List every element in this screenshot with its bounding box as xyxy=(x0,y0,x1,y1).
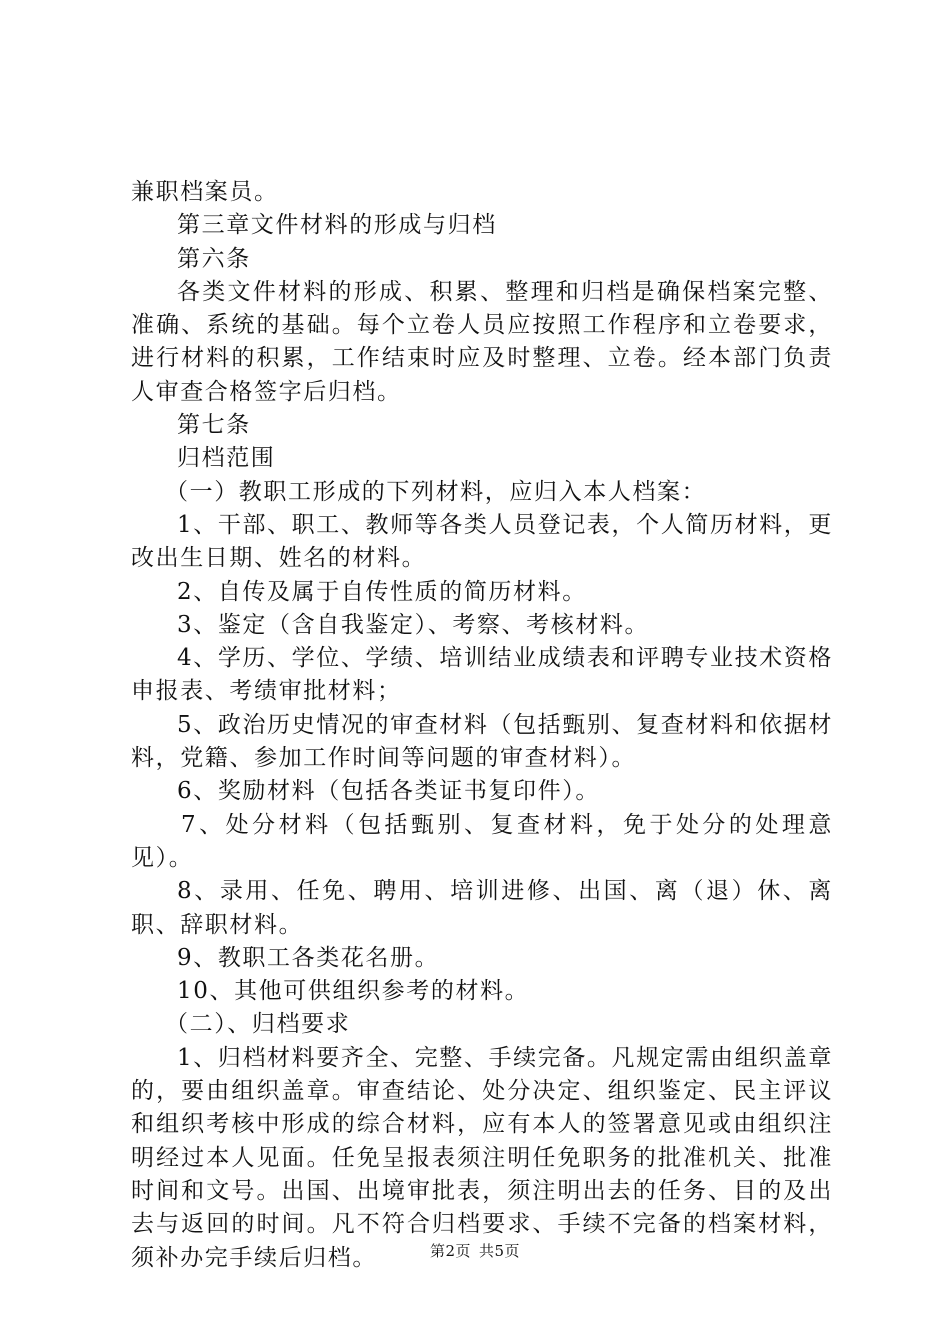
list-item-4: 4、学历、学位、学绩、培训结业成绩表和评聘专业技术资格申报表、考绩审批材料； xyxy=(131,645,833,705)
list-item-10: 10、其他可供组织参考的材料。 xyxy=(177,978,530,1005)
page-footer xyxy=(0,1240,950,1261)
list-item-3: 3、鉴定（含自我鉴定）、考察、考核材料。 xyxy=(177,611,650,638)
article-6-body: 各类文件材料的形成、积累、整理和归档是确保档案完整、准确、系统的基础。每个立卷人员应按照工作程序和立卷要求，进行材料的积累，工作结束时应及时整理、立卷。经本部门负责人审查合格签字后归档。 xyxy=(131,278,833,405)
list-item-1: 1、干部、职工、教师等各类人员登记表，个人简历材料，更改出生日期、姓名的材料。 xyxy=(131,511,833,572)
list-item-9: 9、教职工各类花名册。 xyxy=(177,944,440,971)
list-item-6: 6、奖励材料（包括各类证书复印件）。 xyxy=(177,778,600,805)
chapter-heading: 第三章文件材料的形成与归档 xyxy=(177,212,497,239)
requirements-item-1: 1、归档材料要齐全、完整、手续完备。凡规定需由组织盖章的，要由组织盖章。审查结论、处分决定、组织鉴定、民主评议和组织考核中形成的综合材料，应有本人的签署意见或由组织注明经过本人见面。任免呈报表须注明任免职务的批准机关、批准时间和文号。出国、出境审批表，须注明出去的任务、目的及出去与返回的时间。凡不符合归档要求、手续不完备的档案材料，须补办完手续后归档。 xyxy=(131,1044,833,1271)
paragraph-continuation: 兼职档案员。 xyxy=(131,179,279,205)
document-body xyxy=(131,176,833,1275)
list-item-2: 2、自传及属于自传性质的简历材料。 xyxy=(177,578,587,605)
page-total: 共5页 xyxy=(479,1242,521,1260)
scope-section-1: （一）教职工形成的下列材料，应归入本人档案： xyxy=(165,478,707,505)
page-number: 第2页 xyxy=(429,1242,471,1260)
list-item-7: 7、处分材料（包括甄别、复查材料，免于处分的处理意见）。 xyxy=(131,811,833,871)
archive-scope-heading: 归档范围 xyxy=(177,445,276,472)
article-7-heading: 第七条 xyxy=(177,412,251,439)
list-item-5: 5、政治历史情况的审查材料（包括甄别、复查材料和依据材料，党籍、参加工作时间等问题的审查材料）。 xyxy=(131,711,833,772)
article-6-heading: 第六条 xyxy=(177,245,251,272)
list-item-8: 8、录用、任免、聘用、培训进修、出国、离（退）休、离职、辞职材料。 xyxy=(131,878,833,938)
requirements-heading: （二）、归档要求 xyxy=(165,1011,351,1038)
